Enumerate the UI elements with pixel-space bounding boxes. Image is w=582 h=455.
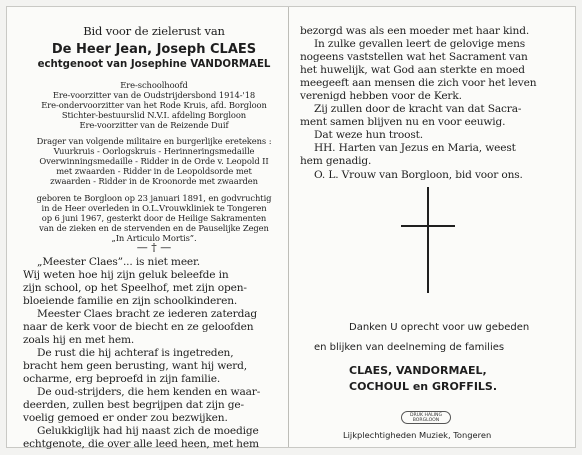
thanks-line: Danken U oprecht voor uw gebeden <box>349 322 530 333</box>
body-line: deerden, zullen best begrijpen dat zijn ge- <box>23 399 244 411</box>
thanks-line: en blijken van deelneming de families <box>314 342 505 353</box>
deceased-name: De Heer Jean, Joseph CLAES <box>51 42 257 57</box>
body-line: ocharme, erg beproefd in zijn familie. <box>23 373 221 385</box>
family-names: CLAES, VANDORMAEL, <box>349 364 487 377</box>
body-line: De oud-strijders, die hem kenden en waar- <box>37 386 261 398</box>
body-line: bracht hem geen berusting, want hij werd, <box>23 360 248 372</box>
body-line: nogeens vaststellen wat het Sacrament van <box>300 51 528 63</box>
printer-name: Lijkplechtigheden Muziek, Tongeren <box>343 430 492 440</box>
body-line: bezorgd was als een moeder met haar kind. <box>300 25 530 37</box>
title-line: Ere-voorzitter van de Oudstrijdersbond 1914-'18 <box>52 90 256 100</box>
family-names: COCHOUL en GROFFILS. <box>349 380 498 393</box>
intro-text: Bid voor de zielerust van <box>83 24 225 38</box>
biography-line: „In Articulo Mortis”. <box>111 233 197 243</box>
decoration-line: met zwaarden - Ridder in de Leopoldsorde met <box>56 166 252 176</box>
cross-icon <box>427 187 429 293</box>
printer-badge-line: BORGLOON <box>412 418 440 423</box>
body-line: het huwelijk, wat God aan sterkte en moed <box>300 64 525 76</box>
body-line: bloeiende familie en zijn schoolkinderen. <box>23 295 238 307</box>
title-line: Ere-ondervoorzitter van het Rode Kruis, afd. Borgloon <box>41 100 267 110</box>
biography-line: geboren te Borgloon op 23 januari 1891, en godvruchtig <box>36 193 272 203</box>
title-line: Ere-schoolhoofd <box>120 80 188 90</box>
cross-ornament: — † — <box>136 241 172 254</box>
card-fold <box>288 7 289 447</box>
body-line: zijn school, op het Speelhof, met zijn open- <box>23 282 247 294</box>
body-line: Zij zullen door de kracht van dat Sacra- <box>314 103 522 115</box>
body-line: verenigd hebben voor de Kerk. <box>300 90 462 102</box>
decoration-line: Drager van volgende militaire en burgerlijke eretekens : <box>36 136 272 146</box>
spouse-line: echtgenoot van Josephine VANDORMAEL <box>37 59 271 70</box>
title-line: Ere-voorzitter van de Reizende Duif <box>79 120 229 130</box>
body-line: echtgenote, die over alle leed heen, met hem <box>23 438 259 450</box>
body-line: De rust die hij achteraf is ingetreden, <box>37 347 234 359</box>
printer-badge-line: DRUK HALING <box>409 412 443 418</box>
body-line: zoals hij en met hem. <box>23 334 135 346</box>
decoration-line: zwaarden - Ridder in de Kroonorde met zwaarden <box>50 176 258 186</box>
biography-line: in de Heer overleden in O.L.Vrouwkliniek te Tongeren <box>41 203 267 213</box>
body-line: Wij weten hoe hij zijn geluk beleefde in <box>23 269 229 281</box>
body-line: „Meester Claes”... is niet meer. <box>37 256 201 268</box>
body-line: O. L. Vrouw van Borgloon, bid voor ons. <box>314 169 523 181</box>
body-line: ment samen blijven nu en voor eeuwig. <box>300 116 506 128</box>
biography-line: op 6 juni 1967, gesterkt door de Heilige Sakramenten <box>41 213 267 223</box>
decoration-line: Overwinningsmedaille - Ridder in de Orde v. Leopold II <box>39 156 269 166</box>
body-line: Dat weze hun troost. <box>314 129 423 141</box>
body-line: Meester Claes bracht ze iederen zaterdag <box>37 308 258 320</box>
biography-line: van de zieken en de stervenden en de Pauselijke Zegen <box>39 223 269 233</box>
cross-icon-bar <box>401 225 455 227</box>
printer-badge <box>401 411 451 424</box>
decoration-line: Vuurkruis - Oorlogskruis - Herinneringsmedaille <box>53 146 255 156</box>
title-line: Stichter-bestuurslid N.V.I. afdeling Borgloon <box>61 110 247 120</box>
body-line: hem genadig. <box>300 155 372 167</box>
body-line: Gelukkiglijk had hij naast zich de moedige <box>37 425 259 437</box>
body-line: naar de kerk voor de biecht en ze geloofden <box>23 321 254 333</box>
body-line: meegeeft aan mensen die zich voor het leven <box>300 77 537 89</box>
body-line: voelig gemoed er onder zou bezwijken. <box>23 412 228 424</box>
body-line: In zulke gevallen leert de gelovige mens <box>314 38 526 50</box>
body-line: HH. Harten van Jezus en Maria, weest <box>314 142 516 154</box>
